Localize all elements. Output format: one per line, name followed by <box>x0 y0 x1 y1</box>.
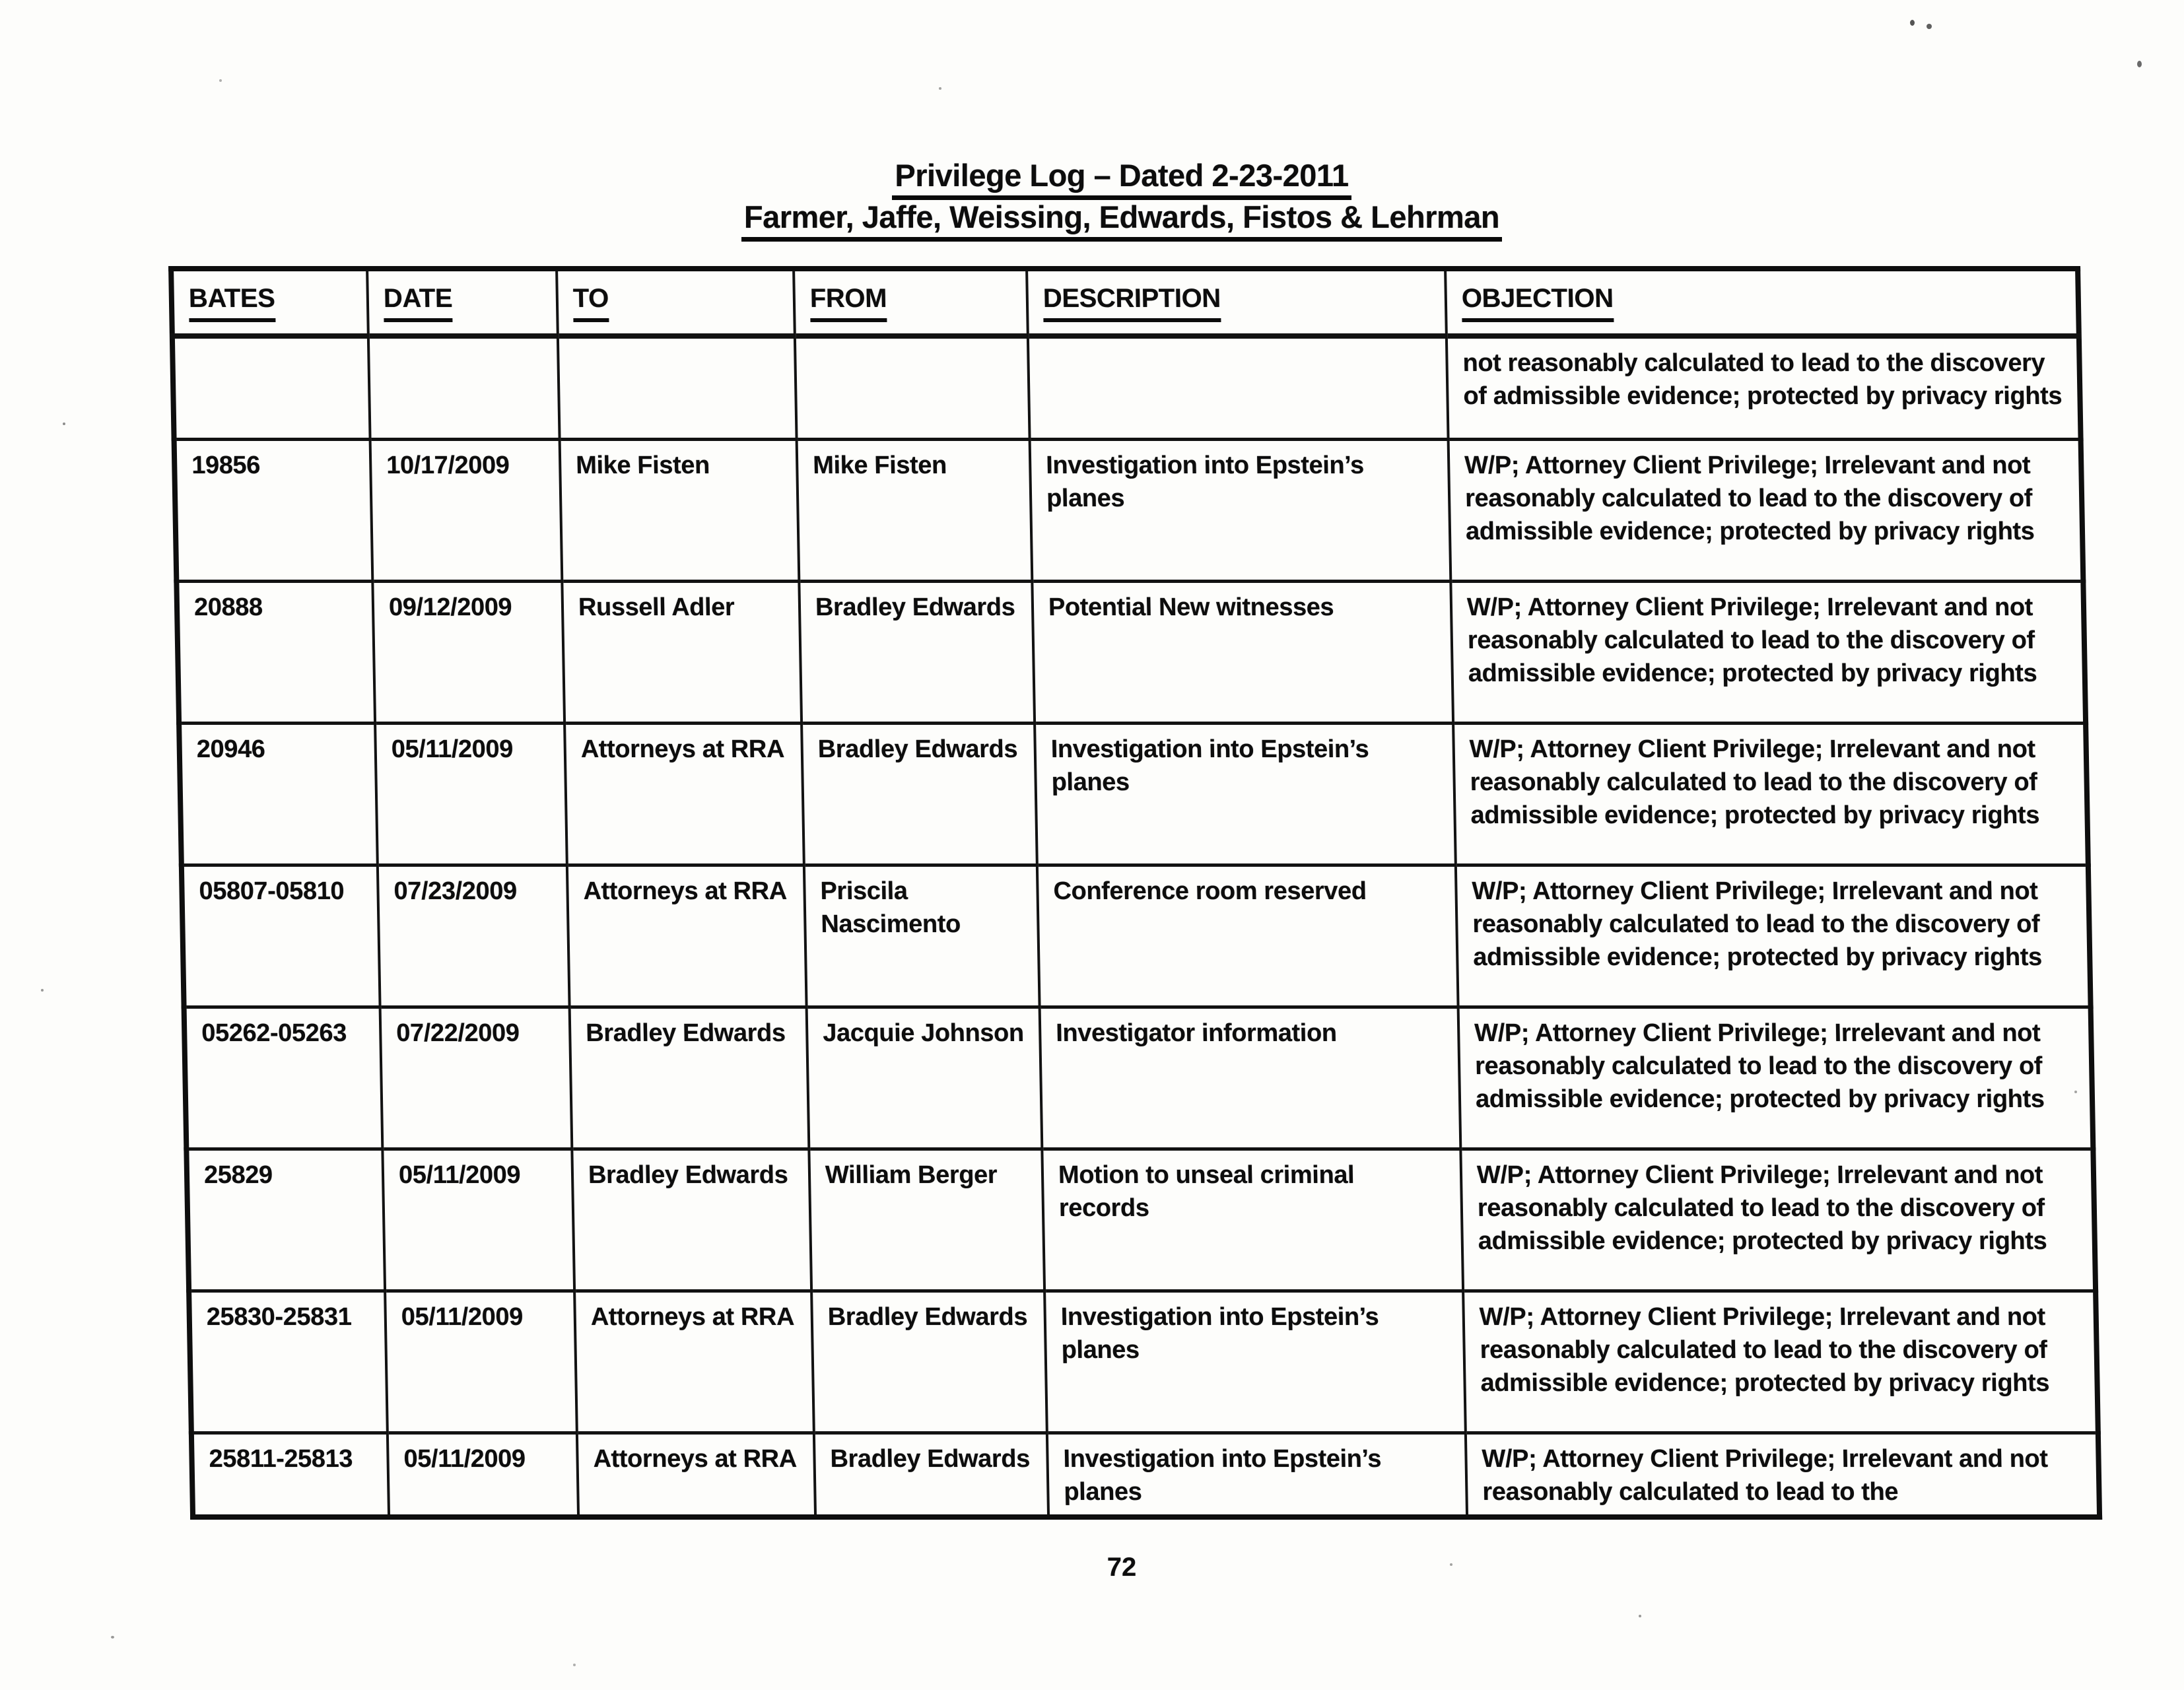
from-cell: Jacquie Johnson <box>807 1007 1042 1149</box>
from-cell: William Berger <box>809 1149 1044 1291</box>
page-title: Privilege Log – Dated 2-23-2011 <box>892 160 1351 200</box>
table-row-clipped <box>191 1433 2099 1517</box>
objection-cell: W/P; Attorney Client Privilege; Irrelevant and not reasonably calculated to lead to the discovery of admissible evidence; protected by privacy rights <box>1450 581 2086 723</box>
date-cell: 05/11/2009 <box>375 723 567 865</box>
table-row <box>184 1007 2094 1149</box>
to-cell: Bradley Edwards <box>572 1149 811 1291</box>
date-cell: 05/11/2009 <box>382 1149 574 1291</box>
table-row <box>172 336 2081 439</box>
description-cell: Motion to unseal criminal records <box>1042 1149 1463 1291</box>
to-cell: Attorneys at RRA <box>574 1291 814 1433</box>
description-cell: Investigation into Epstein’s planes <box>1035 723 1456 865</box>
title-block <box>168 160 2075 243</box>
objection-cell: W/P; Attorney Client Privilege; Irrelevant and not reasonably calculated to lead to the discovery of admissible evidence; protected by privacy rights <box>1449 439 2084 581</box>
bates-cell: 25811-25813 <box>191 1433 389 1517</box>
date-cell: 05/11/2009 <box>388 1433 578 1517</box>
description-cell: Investigation into Epstein’s planes <box>1044 1291 1466 1433</box>
privilege-log-table-wrap <box>168 266 2102 1520</box>
table-row <box>176 581 2086 723</box>
objection-cell: W/P; Attorney Client Privilege; Irrelevant and not reasonably calculated to lead to the discovery of admissible evidence; protected by privacy rights <box>1453 723 2088 865</box>
date-cell: 07/22/2009 <box>380 1007 572 1149</box>
scan-speckle <box>2074 1091 2077 1093</box>
scan-speckle <box>939 87 941 90</box>
date-cell: 05/11/2009 <box>385 1291 577 1433</box>
objection-cell: W/P; Attorney Client Privilege; Irrelevant and not reasonably calculated to lead to the discovery of admissible evidence; protected by privacy rights <box>1460 1149 2096 1291</box>
scan-speckle <box>1450 1563 1452 1566</box>
table-row <box>186 1149 2096 1291</box>
table-row <box>174 439 2084 581</box>
date-cell <box>368 336 560 439</box>
scan-speckle <box>41 989 44 992</box>
bates-cell: 05262-05263 <box>184 1007 383 1149</box>
from-cell <box>795 336 1030 439</box>
col-header-to: TO <box>557 269 795 336</box>
bates-cell: 20946 <box>179 723 378 865</box>
objection-cell: W/P; Attorney Client Privilege; Irrelevant and not reasonably calculated to lead to the discovery of admissible evidence; protected by privacy rights <box>1458 1007 2094 1149</box>
header-row <box>171 269 2079 336</box>
from-cell: Priscila Nascimento <box>804 865 1040 1007</box>
description-cell: Conference room reserved <box>1037 865 1458 1007</box>
scan-speckle <box>111 1636 114 1639</box>
objection-cell: W/P; Attorney Client Privilege; Irrelevant and not reasonably calculated to lead to the discovery of admissible evidence; protected by privacy rights <box>1463 1291 2098 1433</box>
from-cell: Bradley Edwards <box>799 581 1035 723</box>
col-header-bates: BATES <box>171 269 368 336</box>
bates-cell: 25830-25831 <box>189 1291 388 1433</box>
scan-speckle <box>63 422 65 425</box>
objection-cell: W/P; Attorney Client Privilege; Irrelevant and not reasonably calculated to lead to the <box>1466 1433 2099 1517</box>
col-header-date: DATE <box>367 269 558 336</box>
from-cell: Bradley Edwards <box>814 1433 1048 1517</box>
to-cell <box>558 336 797 439</box>
date-cell: 07/23/2009 <box>378 865 570 1007</box>
description-cell <box>1028 336 1449 439</box>
col-header-description: DESCRIPTION <box>1027 269 1447 336</box>
to-cell: Russell Adler <box>562 581 802 723</box>
scan-speckle <box>1910 20 1915 26</box>
to-cell: Attorneys at RRA <box>564 723 804 865</box>
firm-title: Farmer, Jaffe, Weissing, Edwards, Fistos & Lehrman <box>741 201 1502 242</box>
from-cell: Mike Fisten <box>797 439 1033 581</box>
scan-speckle <box>1927 24 1932 29</box>
to-cell: Attorneys at RRA <box>577 1433 815 1517</box>
date-cell: 10/17/2009 <box>370 439 563 581</box>
objection-cell: not reasonably calculated to lead to the discovery of admissible evidence; protected by privacy rights <box>1447 336 2081 439</box>
objection-cell: W/P; Attorney Client Privilege; Irrelevant and not reasonably calculated to lead to the discovery of admissible evidence; protected by privacy rights <box>1456 865 2091 1007</box>
from-cell: Bradley Edwards <box>811 1291 1047 1433</box>
col-header-objection: OBJECTION <box>1445 269 2079 336</box>
bates-cell: 20888 <box>176 581 375 723</box>
bates-cell: 19856 <box>174 439 373 581</box>
bates-cell: 05807-05810 <box>182 865 380 1007</box>
page-number: 72 <box>1107 1553 1137 1582</box>
from-cell: Bradley Edwards <box>802 723 1037 865</box>
to-cell: Mike Fisten <box>560 439 800 581</box>
to-cell: Attorneys at RRA <box>567 865 807 1007</box>
table-row <box>189 1291 2098 1433</box>
bates-cell: 25829 <box>186 1149 385 1291</box>
description-cell: Investigation into Epstein’s planes <box>1030 439 1451 581</box>
to-cell: Bradley Edwards <box>570 1007 809 1149</box>
scan-speckle <box>2137 61 2142 67</box>
bates-cell <box>172 336 370 439</box>
description-cell: Investigation into Epstein’s planes <box>1047 1433 1467 1517</box>
description-cell: Potential New witnesses <box>1032 581 1453 723</box>
date-cell: 09/12/2009 <box>372 581 564 723</box>
scan-speckle <box>219 79 222 82</box>
description-cell: Investigator information <box>1040 1007 1461 1149</box>
table-row <box>179 723 2088 865</box>
scan-speckle <box>573 1664 576 1666</box>
privilege-log-table <box>168 266 2102 1520</box>
table-row <box>182 865 2091 1007</box>
col-header-from: FROM <box>794 269 1028 336</box>
scan-speckle <box>1639 1615 1641 1617</box>
